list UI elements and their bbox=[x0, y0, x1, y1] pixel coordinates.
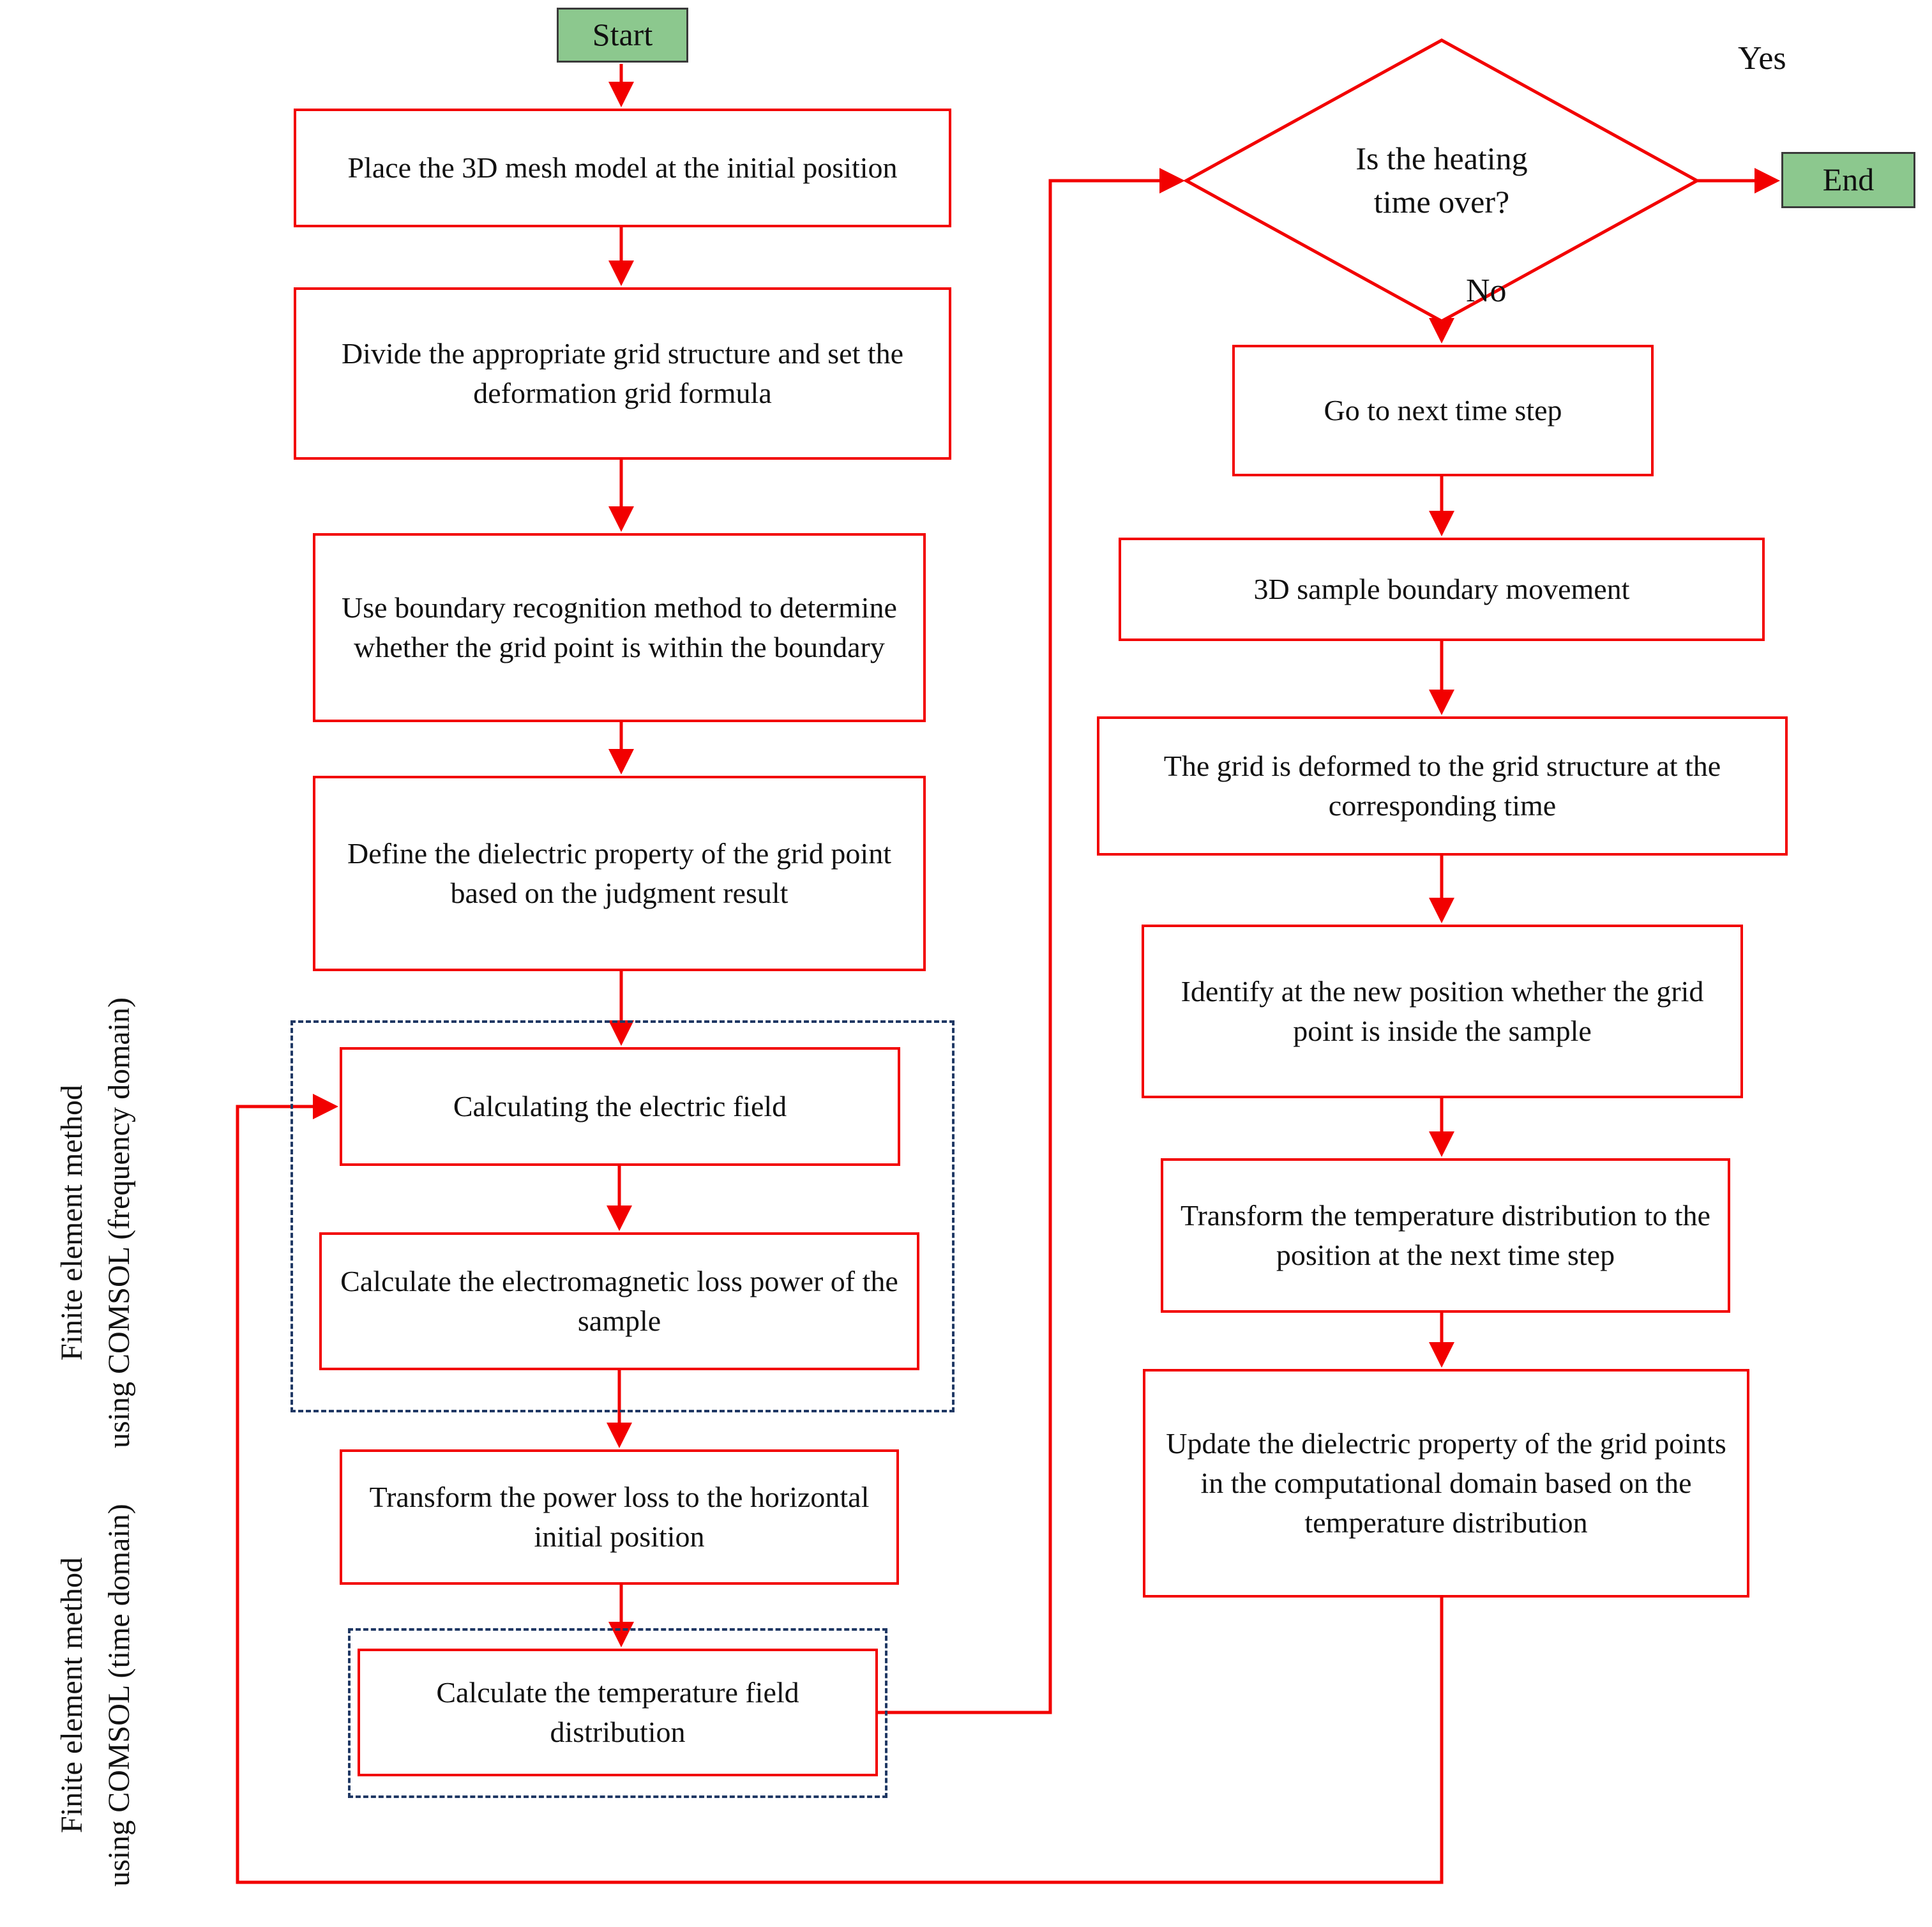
side-label-frequency-domain bbox=[0, 955, 192, 1491]
process-divide-grid: Divide the appropriate grid structure and set the deformation grid formula bbox=[294, 287, 951, 460]
process-define-dielectric: Define the dielectric property of the grid point based on the judgment result bbox=[313, 776, 926, 971]
decision-label: Is the heating time over? bbox=[1355, 140, 1528, 220]
process-calc-em-loss: Calculate the electromagnetic loss power of the sample bbox=[319, 1232, 919, 1370]
process-grid-deformed: The grid is deformed to the grid structure at the corresponding time bbox=[1097, 716, 1788, 856]
side-label-frequency-line2: using COMSOL (frequency domain) bbox=[102, 997, 136, 1449]
process-boundary-movement: 3D sample boundary movement bbox=[1119, 538, 1765, 641]
decision-yes-label: Yes bbox=[1738, 40, 1786, 77]
end-node: End bbox=[1781, 152, 1915, 208]
process-update-dielectric: Update the dielectric property of the grid points in the computational domain based on the temperature distribution bbox=[1143, 1369, 1749, 1598]
process-transform-temperature: Transform the temperature distribution to the position at the next time step bbox=[1161, 1158, 1730, 1313]
side-label-frequency-line1: Finite element method bbox=[54, 1085, 89, 1361]
process-transform-power-loss: Transform the power loss to the horizontal initial position bbox=[340, 1449, 899, 1585]
side-label-time-domain bbox=[0, 1427, 192, 1927]
start-node: Start bbox=[557, 8, 688, 63]
process-boundary-recognition: Use boundary recognition method to determine whether the grid point is within the boundary bbox=[313, 533, 926, 722]
process-place-mesh: Place the 3D mesh model at the initial position bbox=[294, 109, 951, 227]
side-label-time-line1: Finite element method bbox=[54, 1557, 89, 1833]
process-identify-new-position: Identify at the new position whether the grid point is inside the sample bbox=[1142, 925, 1743, 1098]
process-next-time-step: Go to next time step bbox=[1232, 345, 1654, 476]
side-label-time-line2: using COMSOL (time domain) bbox=[102, 1504, 136, 1887]
decision-no-label: No bbox=[1466, 273, 1507, 309]
process-calc-temperature-field: Calculate the temperature field distribution bbox=[358, 1649, 878, 1776]
process-calc-electric-field: Calculating the electric field bbox=[340, 1047, 900, 1166]
